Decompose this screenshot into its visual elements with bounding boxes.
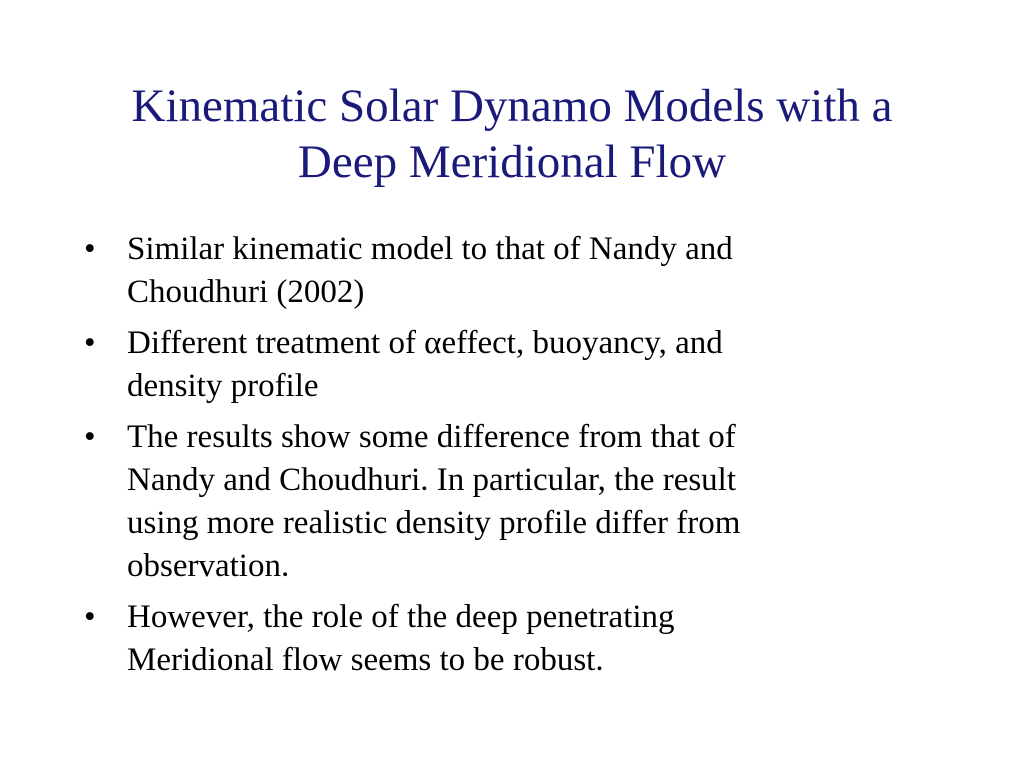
slide-title: [60, 78, 964, 190]
title-line-2: Deep Meridional Flow: [297, 136, 727, 188]
bullet-text-line: The results show some difference from that of: [127, 419, 736, 455]
bullet-icon: •: [84, 325, 96, 361]
bullet-text-line: Different treatment of αeffect, buoyancy, and: [127, 325, 723, 361]
bullet-text-line: density profile: [127, 368, 319, 404]
bullet-icon: •: [84, 231, 96, 267]
bullet-item: [82, 596, 882, 682]
bullet-item: [82, 228, 882, 314]
title-line-1: Kinematic Solar Dynamo Models with a: [131, 80, 893, 132]
bullet-text-line: Meridional flow seems to be robust.: [127, 642, 604, 678]
bullet-text-line: using more realistic density profile differ from: [127, 505, 741, 541]
bullet-item: [82, 322, 882, 408]
bullet-text-line: Choudhuri (2002): [127, 274, 365, 310]
bullet-text-line: However, the role of the deep penetrating: [127, 599, 675, 635]
bullet-text-line: Similar kinematic model to that of Nandy and: [127, 231, 733, 267]
bullet-text-line: Nandy and Choudhuri. In particular, the result: [127, 462, 737, 498]
bullet-icon: •: [84, 599, 96, 635]
bullet-icon: •: [84, 419, 96, 455]
bullet-text-line: observation.: [127, 548, 290, 584]
bullet-item: [82, 416, 882, 588]
bullet-list: [82, 228, 882, 690]
